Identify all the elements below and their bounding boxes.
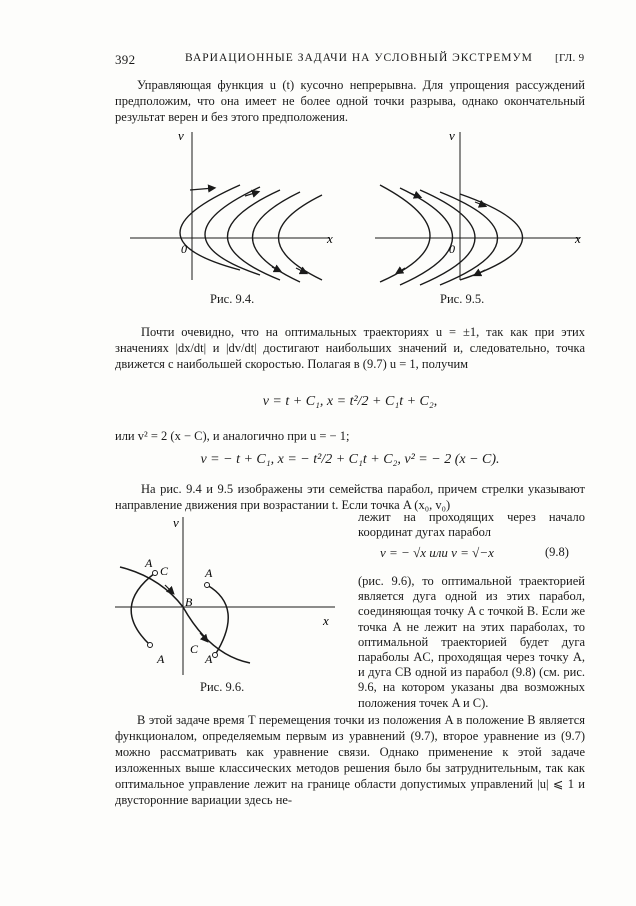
- axis-label-v: v: [173, 515, 179, 530]
- origin-label: 0: [181, 242, 187, 256]
- point-label: A: [205, 652, 213, 666]
- formula-1: v = t + C₁, x = t²/2 + C₁t + C₂,: [262, 394, 438, 409]
- paragraph-3: или v² = 2 (x − C), и аналогично при u = − 1;: [115, 429, 350, 443]
- axis-label-x: x: [575, 231, 581, 246]
- paragraph-1: Управляющая функция u (t) кусочно непрерывна. Для упрощения рассуждений предположим, что она имеет не более одной точки разрыва, однако окончательный результат верен и без этого предположения.: [115, 78, 585, 124]
- formula-3: v = − √x или v = √−x: [380, 545, 494, 560]
- axis-label-x: x: [327, 231, 333, 246]
- side-text-2: (рис. 9.6), то оптимальной траекторией является дуга одной из этих парабол, соединяющая точку A с точкой B. Если же точка A не лежит на этих параболах, то оптимальной траекторией будет дуга параболы AC, проходящая через точку A, и дуга CB одной из парабол (9.8) (см. рис. 9.6, на котором указаны два возможных положения точек A и C).: [358, 574, 585, 710]
- paragraph-2: Почти очевидно, что на оптимальных траекториях u = ±1, так как при этих значениях |dx/dt| и |dv/dt| достигают наибольших значений и, следовательно, точка движется с наибольшей скоростью. Полагая в (9.7) u = 1, получим: [115, 325, 585, 371]
- paragraph-5: В этой задаче время T перемещения точки из положения A в положение B является функционалом, определяемым первым из уравнений (9.7), второе уравнение из (9.7) можно рассматривать как уравнение связи. Однако применение к этой задаче изложенных выше классических методов решения было бы затруднительным, так как оптимальное управление лежит на границе области допустимых управлений |u| ⩽ 1 и двусторонние вариации здесь не-: [115, 713, 585, 807]
- paragraph-4: На рис. 9.4 и 9.5 изображены эти семейства парабол, причем стрелки указывают направление движения при возрастании t. Если точка A (x₀, v₀): [115, 482, 585, 512]
- point-marker: [153, 571, 158, 576]
- axis-label-v: v: [178, 130, 184, 143]
- figure-9-5: [375, 130, 590, 290]
- point-marker: [148, 643, 153, 648]
- axis-label-v: v: [449, 130, 455, 143]
- point-label: A: [157, 652, 165, 666]
- point-label-B: B: [185, 595, 193, 609]
- chapter-label: [ГЛ. 9: [555, 52, 585, 64]
- side-text-1: лежит на проходящих через начало координат дугах парабол: [358, 510, 585, 540]
- figure-9-4: [130, 130, 345, 290]
- parabola-left-5: [460, 194, 523, 280]
- running-title: ВАРИАЦИОННЫЕ ЗАДАЧИ НА УСЛОВНЫЙ ЭКСТРЕМУМ: [185, 52, 533, 64]
- point-label: C: [160, 564, 169, 578]
- arc-left: [131, 573, 155, 645]
- page-number: 392: [115, 52, 136, 67]
- point-label: A: [205, 566, 213, 580]
- figure-9-5-caption: Рис. 9.5.: [440, 292, 485, 306]
- point-label: C: [190, 642, 199, 656]
- switch-curve-upper: [120, 567, 183, 607]
- formula-3-number: (9.8): [545, 545, 569, 559]
- figure-9-6: [115, 515, 350, 680]
- parabola-right-1: [180, 185, 240, 270]
- origin-label: 0: [449, 242, 455, 256]
- point-label: A: [145, 556, 153, 570]
- figure-9-4-caption: Рис. 9.4.: [210, 292, 255, 306]
- formula-2: v = − t + C₁, x = − t²/2 + C₁t + C₂, v² = − 2 (x − C).: [200, 452, 500, 467]
- arc-right: [207, 585, 228, 655]
- axis-label-x: x: [323, 613, 329, 628]
- point-marker: [213, 653, 218, 658]
- figure-9-6-caption: Рис. 9.6.: [200, 680, 245, 694]
- point-marker: [205, 583, 210, 588]
